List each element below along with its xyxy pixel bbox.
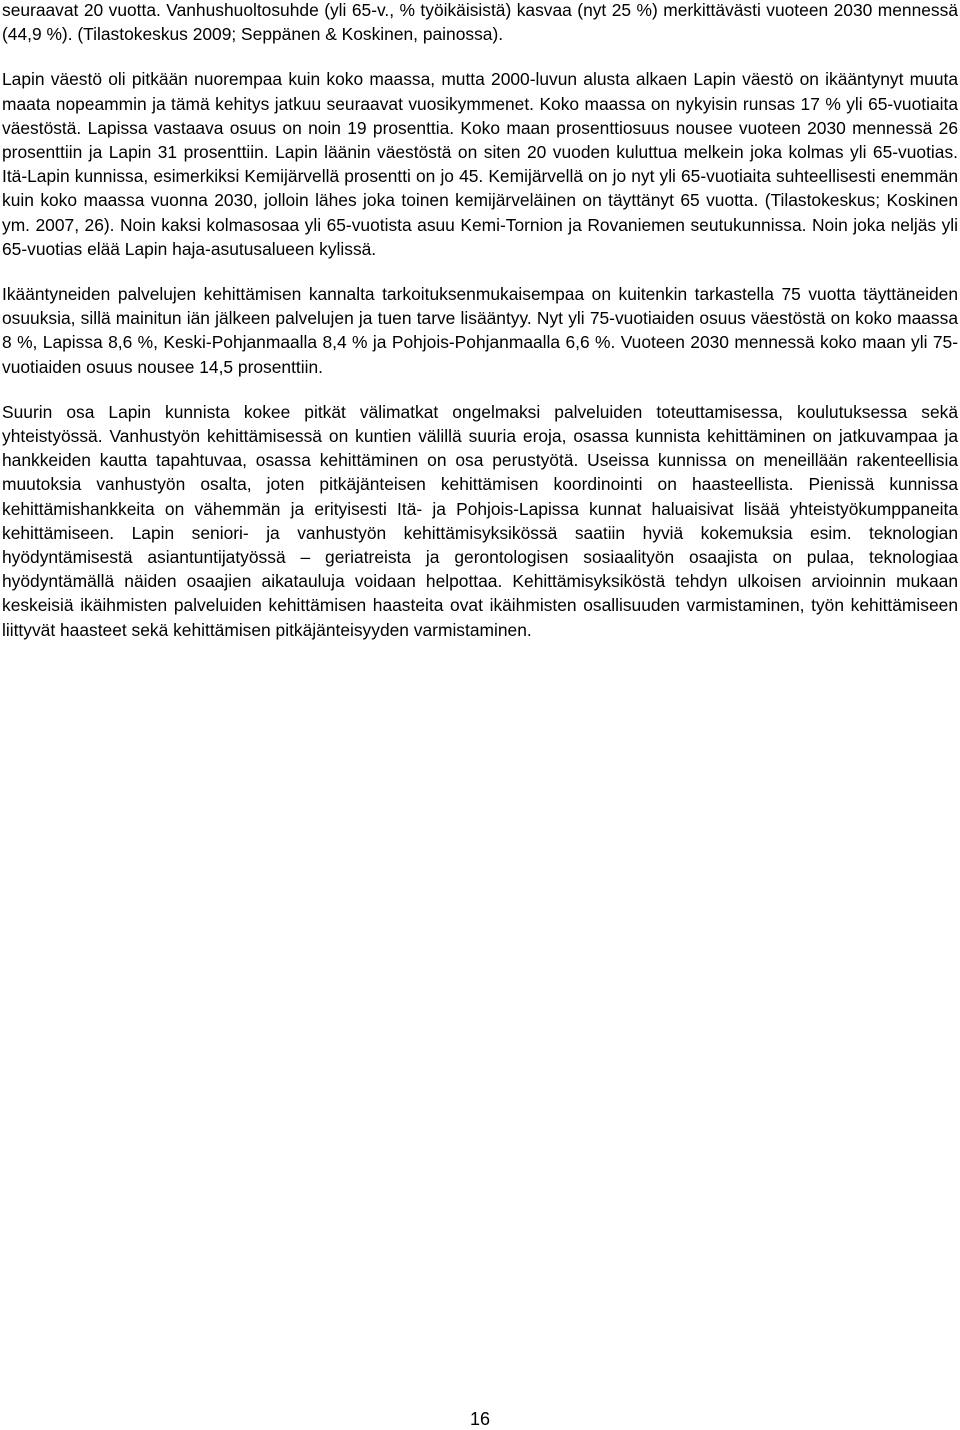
- paragraph-ikaantyneiden-palvelut: Ikääntyneiden palvelujen kehittämisen kannalta tarkoituksenmukaisempaa on kuitenkin tarkastella 75 vuotta täyttäneiden osuuksia, sillä mainitun iän jälkeen palvelujen ja tuen tarve lisääntyy. Nyt yli 75-vuotiaiden osuus väestöstä on koko maassa 8 %, Lapissa 8,6 %, Keski-Pohjanmaalla 8,4 % ja Pohjois-Pohjanmaalla 6,6 %. Vuoteen 2030 mennessä koko maan yli 75-vuotiaiden osuus nousee 14,5 prosenttiin.: [2, 284, 958, 377]
- document-page: [2, 0, 958, 642]
- paragraph-vanhushuoltosuhde: seuraavat 20 vuotta. Vanhushuoltosuhde (yli 65-v., % työikäisistä) kasvaa (nyt 25 %) merkittävästi vuoteen 2030 mennessä (44,9 %). (Tilastokeskus 2009; Seppänen & Koskinen, painossa).: [2, 0, 958, 45]
- page-number: 16: [469, 1409, 491, 1429]
- paragraph-lapin-vaesto: Lapin väestö oli pitkään nuorempaa kuin koko maassa, mutta 2000-luvun alusta alkaen Lapin väestö on ikääntynyt muuta maata nopeammin ja tämä kehitys jatkuu seuraavat vuosikymmenet. Koko maassa on nykyisin runsas 17 % yli 65-vuotiaita väestöstä. Lapissa vastaava osuus on noin 19 prosenttia. Koko maan prosenttiosuus nousee vuoteen 2030 mennessä 26 prosenttiin ja Lapin 31 prosenttiin. Lapin läänin väestöstä on siten 20 vuoden kuluttua melkein joka kolmas yli 65-vuotias. Itä-Lapin kunnissa, esimerkiksi Kemijärvellä prosentti on jo 45. Kemijärvellä on jo nyt yli 65-vuotiaita suhteellisesti enemmän kuin koko maassa vuonna 2030, jolloin lähes joka toinen kemijärveläinen on täyttänyt 65 vuotta. (Tilastokeskus; Koskinen ym. 2007, 26). Noin kaksi kolmasosaa yli 65-vuotista asuu Kemi-Tornion ja Rovaniemen seutukunnissa. Noin joka neljäs yli 65-vuotias elää Lapin haja-asutusalueen kylissä.: [2, 69, 958, 259]
- paragraph-lapin-kunnat: Suurin osa Lapin kunnista kokee pitkät välimatkat ongelmaksi palveluiden toteuttamisessa, koulutuksessa sekä yhteistyössä. Vanhustyön kehittämisessä on kuntien välillä suuria eroja, osassa kunnista kehittäminen on jatkuvampaa ja hankkeiden kautta tapahtuvaa, osassa kehittäminen on osa perustyötä. Useissa kunnissa on meneillään rakenteellisia muutoksia vanhustyön osalta, joten pitkäjänteisen kehittämisen koordinointi on haasteellista. Pienissä kunnissa kehittämishankkeita on vähemmän ja erityisesti Itä- ja Pohjois-Lapissa kunnat haluaisivat lisää yhteistyökumppaneita kehittämiseen. Lapin seniori- ja vanhustyön kehittämisyksikössä saatiin hyviä kokemuksia esim. teknologian hyödyntämisestä asiantuntijatyössä – geriatreista ja gerontologisen sosiaalityön osaajista on pulaa, teknologiaa hyödyntämällä näiden osaajien aikatauluja voidaan helpottaa. Kehittämisyksiköstä tehdyn ulkoisen arvioinnin mukaan keskeisiä ikäihmisten palveluiden kehittämisen haasteita ovat ikäihmisten osallisuuden varmistaminen, työn kehittämiseen liittyvät haasteet sekä kehittämisen pitkäjänteisyyden varmistaminen.: [2, 401, 958, 640]
